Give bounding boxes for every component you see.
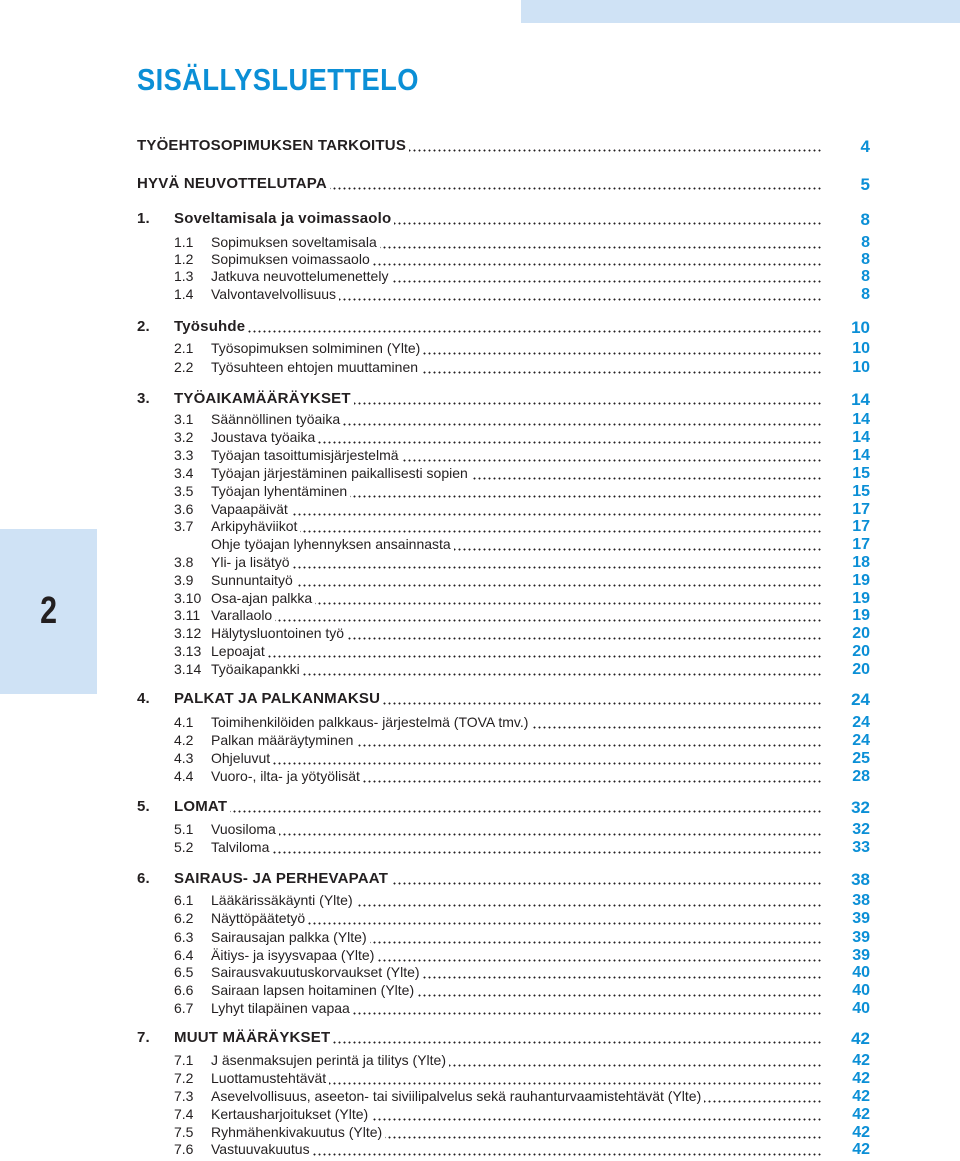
toc-page-number: 42: [851, 1029, 870, 1048]
toc-entry-label: Sairausajan palkka (Ylte): [211, 929, 367, 945]
toc-page-number: 19: [852, 607, 870, 624]
toc-entry-number: 6.5: [174, 964, 194, 980]
toc-leader-dots: [296, 584, 822, 587]
toc-entry-label: Työajan järjestäminen paikallisesti sopien: [211, 465, 468, 481]
toc-entry-label: Sopimuksen voimassaolo: [211, 251, 370, 267]
toc-entry-number: 4.: [137, 690, 150, 707]
toc-leader-dots: [417, 994, 822, 997]
toc-leader-dots: [391, 280, 822, 283]
toc-leader-dots: [291, 513, 822, 516]
toc-entry-number: 7.6: [174, 1141, 194, 1157]
toc-entry-number: 2.1: [174, 340, 194, 356]
toc-entry-number: 7.4: [174, 1106, 194, 1122]
toc-entry[interactable]: [0, 359, 960, 379]
toc-page-number: 5: [860, 175, 870, 194]
toc-page-number: 32: [852, 821, 870, 838]
toc-page-number: 17: [852, 518, 870, 535]
toc-entry[interactable]: [0, 268, 960, 288]
toc-entry-label: Työsuhde: [174, 318, 246, 335]
toc-page-number: 17: [852, 501, 870, 518]
toc-leader-dots: [356, 744, 822, 747]
toc-entry-number: 3.12: [174, 625, 202, 641]
toc-entry-number: 5.1: [174, 821, 194, 837]
toc-leader-dots: [371, 1118, 822, 1121]
toc-entry[interactable]: [0, 175, 960, 195]
toc-entry-label: Työsopimuksen solmiminen (Ylte): [211, 340, 421, 356]
toc-entry[interactable]: [0, 714, 960, 734]
toc-entry-number: 7.: [137, 1029, 150, 1046]
toc-entry-label: Toimihenkilöiden palkkaus- järjestelmä (TOVA tmv.): [211, 714, 529, 730]
toc-page-number: 15: [852, 483, 870, 500]
toc-entry-number: 3.9: [174, 572, 194, 588]
toc-leader-dots: [391, 882, 822, 885]
toc-entry-label: Sunnuntaityö: [211, 572, 293, 588]
toc-entry[interactable]: [0, 732, 960, 752]
toc-page-number: 17: [852, 536, 870, 553]
toc-entry-number: 6.: [137, 870, 150, 887]
toc-page-number: 42: [852, 1070, 870, 1087]
toc-leader-dots: [279, 833, 822, 836]
toc-leader-dots: [421, 371, 822, 374]
toc-entry[interactable]: [0, 661, 960, 681]
toc-entry-label: MUUT MÄÄRÄYKSET: [174, 1029, 331, 1046]
toc-entry-label: Työsuhteen ehtojen muuttaminen: [211, 359, 419, 375]
toc-leader-dots: [315, 602, 822, 605]
toc-entry-number: 4.2: [174, 732, 194, 748]
toc-entry-number: 5.: [137, 798, 150, 815]
toc-entry[interactable]: [0, 390, 960, 410]
toc-entry[interactable]: [0, 483, 960, 503]
toc-entry-label: Lääkärissäkäynti (Ylte): [211, 892, 353, 908]
toc-page-number: 14: [852, 447, 870, 464]
toc-entry-label: Asevelvollisuus, aseeton- tai siviilipalvelus sekä rauhanturvaamistehtävät (Ylte): [211, 1088, 702, 1104]
toc-leader-dots: [343, 423, 822, 426]
toc-entry-label: Vapaapäivät: [211, 501, 288, 517]
toc-entry-number: 7.5: [174, 1124, 194, 1140]
toc-leader-dots: [308, 922, 822, 925]
toc-entry-label: Vuoro-, ilta- ja yötyölisät: [211, 768, 360, 784]
toc-entry-label: Vuosiloma: [211, 821, 276, 837]
toc-entry-number: 7.2: [174, 1070, 194, 1086]
toc-entry[interactable]: [0, 821, 960, 841]
toc-entry-label: J äsenmaksujen perintä ja tilitys (Ylte): [211, 1052, 446, 1068]
toc-page-number: 42: [852, 1088, 870, 1105]
toc-page-number: 19: [852, 572, 870, 589]
toc-entry-label: Työaikapankki: [211, 661, 300, 677]
toc-entry[interactable]: [0, 1106, 960, 1126]
toc-entry-number: 3.2: [174, 429, 194, 445]
toc-page-number: 32: [851, 798, 870, 817]
toc-entry-label: Yli- ja lisätyö: [211, 554, 290, 570]
chapter-number: 2: [40, 590, 57, 632]
toc-page-number: 10: [851, 318, 870, 337]
toc-leader-dots: [402, 459, 822, 462]
toc-entry[interactable]: [0, 429, 960, 449]
toc-page-number: 14: [852, 429, 870, 446]
toc-entry[interactable]: [0, 798, 960, 818]
toc-entry-label: Työajan lyhentäminen: [211, 483, 348, 499]
toc-page-number: 18: [852, 554, 870, 571]
toc-entry-label: Sopimuksen soveltamisala: [211, 234, 377, 250]
toc-page-number: 38: [852, 892, 870, 909]
toc-entry-label: Talviloma: [211, 839, 270, 855]
toc-page-number: 25: [852, 750, 870, 767]
toc-entry-label: Lepoajat: [211, 643, 265, 659]
toc-page-number: 38: [851, 870, 870, 889]
toc-leader-dots: [354, 402, 822, 405]
toc-leader-dots: [454, 548, 822, 551]
toc-entry-label: Soveltamisala ja voimassaolo: [174, 210, 392, 227]
toc-leader-dots: [230, 810, 822, 813]
toc-entry-label: Joustava työaika: [211, 429, 316, 445]
toc-entry-label: SAIRAUS- JA PERHEVAPAAT: [174, 870, 389, 887]
toc-entry[interactable]: [0, 750, 960, 770]
toc-entry-number: 3.3: [174, 447, 194, 463]
toc-entry-number: 2.: [137, 318, 150, 335]
toc-leader-dots: [377, 959, 822, 962]
toc-leader-dots: [329, 1082, 822, 1085]
toc-entry[interactable]: [0, 839, 960, 859]
toc-entry-number: 3.11: [174, 607, 201, 623]
toc-entry[interactable]: [0, 607, 960, 627]
toc-entry[interactable]: [0, 1141, 960, 1161]
toc-entry-number: 1.: [137, 210, 150, 227]
toc-entry-label: Näyttöpäätetyö: [211, 910, 306, 926]
toc-leader-dots: [394, 222, 822, 225]
toc-entry[interactable]: [0, 690, 960, 710]
toc-entry-label: Ryhmähenkivakuutus (Ylte): [211, 1124, 383, 1140]
toc-entry-number: 2.2: [174, 359, 194, 375]
toc-leader-dots: [272, 851, 822, 854]
toc-leader-dots: [268, 655, 822, 658]
page-title: SISÄLLYSLUETTELO: [137, 62, 419, 97]
toc-entry-label: Osa-ajan palkka: [211, 590, 313, 606]
toc-entry[interactable]: [0, 518, 960, 538]
toc-entry-number: 4.3: [174, 750, 194, 766]
toc-leader-dots: [273, 762, 822, 765]
toc-entry-label: Vastuuvakuutus: [211, 1141, 310, 1157]
toc-entry-label: Lyhyt tilapäinen vapaa: [211, 1000, 350, 1016]
toc-page-number: 24: [852, 714, 870, 731]
toc-page-number: 4: [860, 137, 870, 156]
toc-leader-dots: [353, 1012, 822, 1015]
toc-leader-dots: [275, 619, 822, 622]
toc-entry-label: Arkipyhäviikot: [211, 518, 298, 534]
toc-leader-dots: [248, 330, 822, 333]
toc-leader-dots: [380, 246, 822, 249]
toc-entry[interactable]: [0, 572, 960, 592]
toc-entry-label: Sairaan lapsen hoitaminen (Ylte): [211, 982, 415, 998]
toc-page-number: 42: [852, 1124, 870, 1141]
toc-leader-dots: [449, 1064, 822, 1067]
toc-page-number: 39: [852, 929, 870, 946]
toc-entry-label: Työajan tasoittumisjärjestelmä: [211, 447, 399, 463]
toc-entry[interactable]: [0, 625, 960, 645]
toc-entry[interactable]: [0, 870, 960, 890]
toc-entry-label: HYVÄ NEUVOTTELUTAPA: [137, 175, 327, 192]
toc-leader-dots: [423, 976, 822, 979]
toc-page-number: 8: [860, 210, 870, 229]
toc-entry[interactable]: [0, 318, 960, 338]
toc-page-number: 8: [861, 286, 870, 303]
toc-entry-number: 3.10: [174, 590, 202, 606]
toc-entry[interactable]: [0, 536, 960, 556]
toc-entry[interactable]: [0, 340, 960, 360]
toc-entry-label: Ohje työajan lyhennyksen ansainnasta: [211, 536, 451, 552]
toc-page-number: 8: [861, 268, 870, 285]
toc-entry[interactable]: [0, 465, 960, 485]
toc-entry-label: TYÖEHTOSOPIMUKSEN TARKOITUS: [137, 137, 407, 154]
toc-entry[interactable]: [0, 910, 960, 930]
toc-page-number: 42: [852, 1052, 870, 1069]
toc-page-number: 33: [852, 839, 870, 856]
toc-entry-number: 6.4: [174, 947, 194, 963]
toc-leader-dots: [385, 1136, 822, 1139]
toc-leader-dots: [704, 1100, 822, 1103]
toc-entry-number: 7.3: [174, 1088, 194, 1104]
toc-entry-label: Sairausvakuutuskorvaukset (Ylte): [211, 964, 420, 980]
toc-entry-number: 7.1: [174, 1052, 194, 1068]
toc-leader-dots: [347, 637, 822, 640]
toc-entry-number: 1.4: [174, 286, 194, 302]
toc-leader-dots: [383, 702, 822, 705]
toc-page-number: 42: [852, 1106, 870, 1123]
toc-entry-number: 3.6: [174, 501, 194, 517]
toc-page-number: 8: [861, 234, 870, 251]
toc-entry[interactable]: [0, 554, 960, 574]
toc-entry-number: 6.2: [174, 910, 194, 926]
toc-entry[interactable]: [0, 1029, 960, 1049]
toc-entry[interactable]: [0, 982, 960, 1002]
toc-entry[interactable]: [0, 1000, 960, 1020]
toc-entry[interactable]: [0, 411, 960, 431]
toc-entry[interactable]: [0, 964, 960, 984]
toc-leader-dots: [409, 149, 822, 152]
toc-entry-number: 6.3: [174, 929, 194, 945]
toc-entry-number: 6.7: [174, 1000, 194, 1016]
toc-page-number: 40: [852, 964, 870, 981]
toc-page-number: 20: [852, 661, 870, 678]
toc-entry-number: 3.4: [174, 465, 194, 481]
toc-page-number: 14: [851, 390, 870, 409]
toc-entry-label: Säännöllinen työaika: [211, 411, 341, 427]
toc-page-number: 8: [861, 251, 870, 268]
toc-entry-label: PALKAT JA PALKANMAKSU: [174, 690, 381, 707]
toc-entry-label: Kertausharjoitukset (Ylte): [211, 1106, 369, 1122]
toc-page-number: 42: [852, 1141, 870, 1158]
toc-page-number: 20: [852, 643, 870, 660]
toc-page-number: 40: [852, 1000, 870, 1017]
toc-entry[interactable]: [0, 768, 960, 788]
toc-leader-dots: [318, 441, 822, 444]
toc-leader-dots: [356, 904, 822, 907]
toc-leader-dots: [350, 495, 822, 498]
toc-leader-dots: [330, 187, 822, 190]
toc-leader-dots: [471, 477, 822, 480]
toc-entry-label: TYÖAIKAMÄÄRÄYKSET: [174, 390, 351, 407]
toc-page-number: 28: [852, 768, 870, 785]
toc-entry-number: 5.2: [174, 839, 194, 855]
toc-entry-label: Valvontavelvollisuus: [211, 286, 337, 302]
toc-page-number: 40: [852, 982, 870, 999]
toc-entry-number: 3.13: [174, 643, 202, 659]
toc-page-number: 39: [852, 910, 870, 927]
toc-leader-dots: [370, 941, 822, 944]
toc-entry-number: 4.4: [174, 768, 194, 784]
toc-entry[interactable]: [0, 1070, 960, 1090]
toc-page-number: 19: [852, 590, 870, 607]
toc-entry-label: LOMAT: [174, 798, 228, 815]
toc-entry-label: Varallaolo: [211, 607, 273, 623]
toc-entry-number: 1.3: [174, 268, 194, 284]
toc-leader-dots: [303, 673, 822, 676]
toc-entry[interactable]: [0, 210, 960, 230]
toc-entry[interactable]: [0, 643, 960, 663]
toc-entry-number: 3.8: [174, 554, 194, 570]
toc-entry-label: Luottamustehtävät: [211, 1070, 327, 1086]
toc-entry-number: 6.6: [174, 982, 194, 998]
toc-entry-number: 3.: [137, 390, 150, 407]
toc-entry[interactable]: [0, 929, 960, 949]
toc-leader-dots: [333, 1041, 822, 1044]
toc-entry[interactable]: [0, 447, 960, 467]
toc-entry-label: Jatkuva neuvottelumenettely: [211, 268, 389, 284]
toc-entry[interactable]: [0, 1088, 960, 1108]
toc-page-number: 20: [852, 625, 870, 642]
toc-leader-dots: [363, 780, 822, 783]
toc-entry[interactable]: [0, 286, 960, 306]
toc-entry-number: 3.1: [174, 411, 194, 427]
toc-entry-number: 1.1: [174, 234, 194, 250]
toc-entry-number: 1.2: [174, 251, 194, 267]
toc-entry-number: 3.5: [174, 483, 194, 499]
toc-page-number: 10: [852, 359, 870, 376]
toc-entry[interactable]: [0, 1052, 960, 1072]
toc-leader-dots: [313, 1153, 822, 1156]
toc-entry-label: Ohjeluvut: [211, 750, 271, 766]
toc-entry-number: 3.14: [174, 661, 202, 677]
toc-page-number: 15: [852, 465, 870, 482]
toc-entry-label: Hälytysluontoinen työ: [211, 625, 345, 641]
toc-leader-dots: [373, 263, 822, 266]
toc-page-number: 10: [852, 340, 870, 357]
toc-leader-dots: [423, 352, 822, 355]
toc-page-number: 14: [852, 411, 870, 428]
toc-leader-dots: [293, 566, 822, 569]
toc-entry-number: 6.1: [174, 892, 194, 908]
toc-entry[interactable]: [0, 892, 960, 912]
toc-entry-label: Palkan määräytyminen: [211, 732, 354, 748]
toc-leader-dots: [339, 298, 822, 301]
toc-page-number: 24: [851, 690, 870, 709]
toc-leader-dots: [300, 530, 822, 533]
toc-entry[interactable]: [0, 137, 960, 157]
toc-entry-number: 4.1: [174, 714, 194, 730]
toc-entry-label: Äitiys- ja isyysvapaa (Ylte): [211, 947, 375, 963]
toc-leader-dots: [531, 726, 822, 729]
toc-page-number: 39: [852, 947, 870, 964]
toc-entry-number: 3.7: [174, 518, 194, 534]
toc-page-number: 24: [852, 732, 870, 749]
